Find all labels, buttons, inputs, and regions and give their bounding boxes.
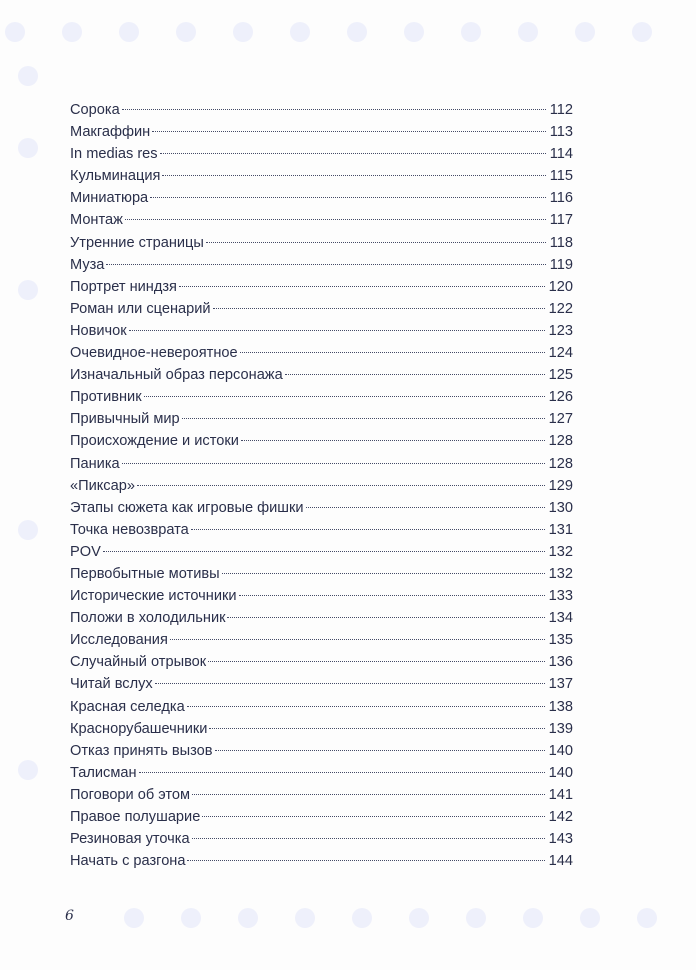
decorative-dot [5, 22, 25, 42]
toc-entry-page: 117 [549, 212, 573, 229]
toc-entry-title: Красная селедка [70, 698, 185, 715]
toc-entry [70, 165, 573, 187]
decorative-dot [523, 908, 543, 928]
dot-leader [179, 286, 545, 287]
toc-entry-page: 144 [548, 853, 573, 870]
dot-leader [160, 153, 546, 154]
toc-entry-title: Начать с разгона [70, 853, 186, 870]
toc-entry-page: 122 [548, 300, 573, 317]
toc-entry-page: 130 [548, 499, 573, 516]
toc-entry-page: 132 [548, 543, 573, 560]
dot-leader [187, 860, 544, 861]
toc-entry-page: 132 [548, 565, 573, 582]
toc-entry-title: Утренние страницы [70, 234, 204, 251]
dot-leader [306, 507, 545, 508]
decorative-dot [518, 22, 538, 42]
dot-leader [208, 661, 544, 662]
toc-entry [70, 143, 573, 165]
decorative-dot [347, 22, 367, 42]
decorative-dot [176, 22, 196, 42]
decorative-dot [18, 280, 38, 300]
toc-entry-page: 124 [548, 345, 573, 362]
decorative-dot [119, 22, 139, 42]
dot-leader [139, 772, 545, 773]
toc-entry [70, 276, 573, 298]
dot-leader [227, 617, 544, 618]
dot-leader [103, 551, 545, 552]
decorative-dot [466, 908, 486, 928]
decorative-dot [233, 22, 253, 42]
toc-entry-page: 140 [548, 764, 573, 781]
toc-entry-title: Читай вслух [70, 676, 153, 693]
decorative-dot [580, 908, 600, 928]
toc-entry-title: Кульминация [70, 168, 161, 185]
toc-entry [70, 121, 573, 143]
decorative-dot [404, 22, 424, 42]
toc-entry-page: 131 [548, 521, 573, 538]
dot-leader [202, 816, 544, 817]
toc-entry-page: 112 [549, 102, 573, 118]
toc-entry-page: 114 [549, 146, 573, 163]
dot-leader [170, 639, 545, 640]
toc-entry-title: Привычный мир [70, 411, 180, 428]
toc-entry [70, 629, 573, 651]
toc-entry [70, 298, 573, 320]
toc-entry-page: 138 [548, 698, 573, 715]
dot-leader [191, 529, 545, 530]
dot-leader [106, 264, 545, 265]
dot-leader [239, 595, 545, 596]
toc-entry-title: Паника [70, 455, 120, 472]
dot-leader [137, 485, 545, 486]
toc-entry [70, 850, 573, 872]
decorative-dot [181, 908, 201, 928]
toc-entry-page: 116 [549, 190, 573, 207]
toc-entry-page: 137 [548, 676, 573, 693]
toc-entry-title: POV [70, 543, 101, 560]
toc-entry-title: Роман или сценарий [70, 300, 211, 317]
decorative-dot [575, 22, 595, 42]
decorative-dot [295, 908, 315, 928]
dot-leader [206, 242, 546, 243]
decorative-dot [461, 22, 481, 42]
decorative-dots-top [0, 0, 696, 60]
decorative-dot [124, 908, 144, 928]
toc-entry-title: Муза [70, 256, 105, 273]
toc-entry-title: Отказ принять вызов [70, 742, 213, 759]
decorative-dots-bottom [0, 900, 696, 960]
dot-leader [144, 396, 545, 397]
toc-entry [70, 696, 573, 718]
toc-entry [70, 607, 573, 629]
toc-entry-title: Краснорубашечники [70, 720, 208, 737]
toc-entry-title: Очевидное-невероятное [70, 345, 238, 362]
toc-entry [70, 806, 573, 828]
toc-entry [70, 320, 573, 342]
toc-entry [70, 585, 573, 607]
toc-entry-page: 142 [548, 809, 573, 825]
toc-entry [70, 386, 573, 408]
dot-leader [122, 109, 546, 110]
dot-leader [213, 308, 545, 309]
toc-entry-title: Исторические источники [70, 588, 237, 605]
toc-entry [70, 254, 573, 276]
toc-entry-title: Портрет ниндзя [70, 278, 177, 295]
toc-entry-page: 139 [548, 720, 573, 737]
dot-leader [285, 374, 545, 375]
toc-entry [70, 99, 573, 121]
toc-entry-page: 128 [548, 433, 573, 450]
toc-entry-title: Положи в холодильник [70, 610, 226, 627]
toc-entry-page: 128 [548, 455, 573, 472]
toc-entry-title: Талисман [70, 764, 137, 781]
toc-entry [70, 453, 573, 475]
page-number: 6 [65, 908, 74, 924]
dot-leader [215, 750, 545, 751]
toc-entry-title: Монтаж [70, 212, 123, 229]
toc-entry-page: 126 [548, 389, 573, 406]
decorative-dot [18, 520, 38, 540]
dot-leader [125, 219, 546, 220]
dot-leader [192, 794, 545, 795]
decorative-dot [18, 66, 38, 86]
decorative-dot [18, 138, 38, 158]
toc-entry-title: Исследования [70, 632, 168, 649]
decorative-dot [238, 908, 258, 928]
toc-entry [70, 209, 573, 231]
decorative-dot [290, 22, 310, 42]
toc-entry-page: 143 [548, 831, 573, 848]
toc-entry-title: Правое полушарие [70, 809, 201, 825]
toc-entry-page: 140 [548, 742, 573, 759]
dot-leader [241, 440, 545, 441]
toc-entry [70, 651, 573, 673]
toc-entry [70, 828, 573, 850]
toc-entry [70, 762, 573, 784]
toc-entry-title: Новичок [70, 322, 127, 339]
toc-entry-page: 134 [548, 610, 573, 627]
toc-entry-title: Изначальный образ персонажа [70, 367, 283, 384]
toc-entry-title: Первобытные мотивы [70, 565, 220, 582]
decorative-dot [352, 908, 372, 928]
toc-entry-page: 113 [549, 124, 573, 141]
dot-leader [182, 418, 545, 419]
toc-entry-title: «Пиксар» [70, 477, 135, 494]
toc-entry [70, 784, 573, 806]
toc-entry [70, 673, 573, 695]
dot-leader [152, 131, 546, 132]
decorative-dot [62, 22, 82, 42]
toc-entry [70, 718, 573, 740]
table-of-contents [70, 99, 573, 872]
dot-leader [150, 197, 546, 198]
toc-entry-title: In medias res [70, 146, 158, 163]
toc-entry-page: 133 [548, 588, 573, 605]
toc-entry [70, 364, 573, 386]
decorative-dot [632, 22, 652, 42]
toc-entry-page: 141 [548, 786, 573, 803]
dot-leader [162, 175, 545, 176]
toc-entry-title: Происхождение и истоки [70, 433, 239, 450]
toc-entry [70, 187, 573, 209]
toc-entry-title: Макгаффин [70, 124, 151, 141]
toc-entry-page: 120 [548, 278, 573, 295]
decorative-dot [409, 908, 429, 928]
toc-entry-page: 136 [548, 654, 573, 671]
toc-entry [70, 740, 573, 762]
dot-leader [240, 352, 545, 353]
dot-leader [187, 706, 545, 707]
toc-entry-page: 127 [548, 411, 573, 428]
toc-entry-title: Противник [70, 389, 142, 406]
toc-entry-page: 135 [548, 632, 573, 649]
toc-entry [70, 541, 573, 563]
toc-entry [70, 519, 573, 541]
toc-entry-title: Точка невозврата [70, 521, 189, 538]
toc-entry-title: Поговори об этом [70, 786, 191, 803]
toc-entry-page: 115 [549, 168, 573, 185]
toc-entry [70, 497, 573, 519]
dot-leader [129, 330, 545, 331]
toc-entry [70, 342, 573, 364]
toc-entry [70, 232, 573, 254]
toc-entry-page: 129 [548, 477, 573, 494]
toc-entry-page: 123 [548, 322, 573, 339]
dot-leader [209, 728, 544, 729]
dot-leader [122, 463, 545, 464]
toc-entry-page: 125 [548, 367, 573, 384]
decorative-dot [637, 908, 657, 928]
toc-entry [70, 408, 573, 430]
decorative-dot [18, 760, 38, 780]
dot-leader [222, 573, 545, 574]
toc-entry-title: Случайный отрывок [70, 654, 207, 671]
toc-entry-page: 119 [549, 256, 573, 273]
toc-entry-title: Резиновая уточка [70, 831, 190, 848]
toc-entry [70, 475, 573, 497]
toc-entry [70, 430, 573, 452]
toc-entry-title: Миниатюра [70, 190, 149, 207]
dot-leader [155, 683, 545, 684]
toc-entry-title: Этапы сюжета как игровые фишки [70, 499, 304, 516]
toc-entry-title: Сорока [70, 102, 120, 118]
dot-leader [192, 838, 545, 839]
toc-entry [70, 563, 573, 585]
toc-entry-page: 118 [549, 234, 573, 251]
